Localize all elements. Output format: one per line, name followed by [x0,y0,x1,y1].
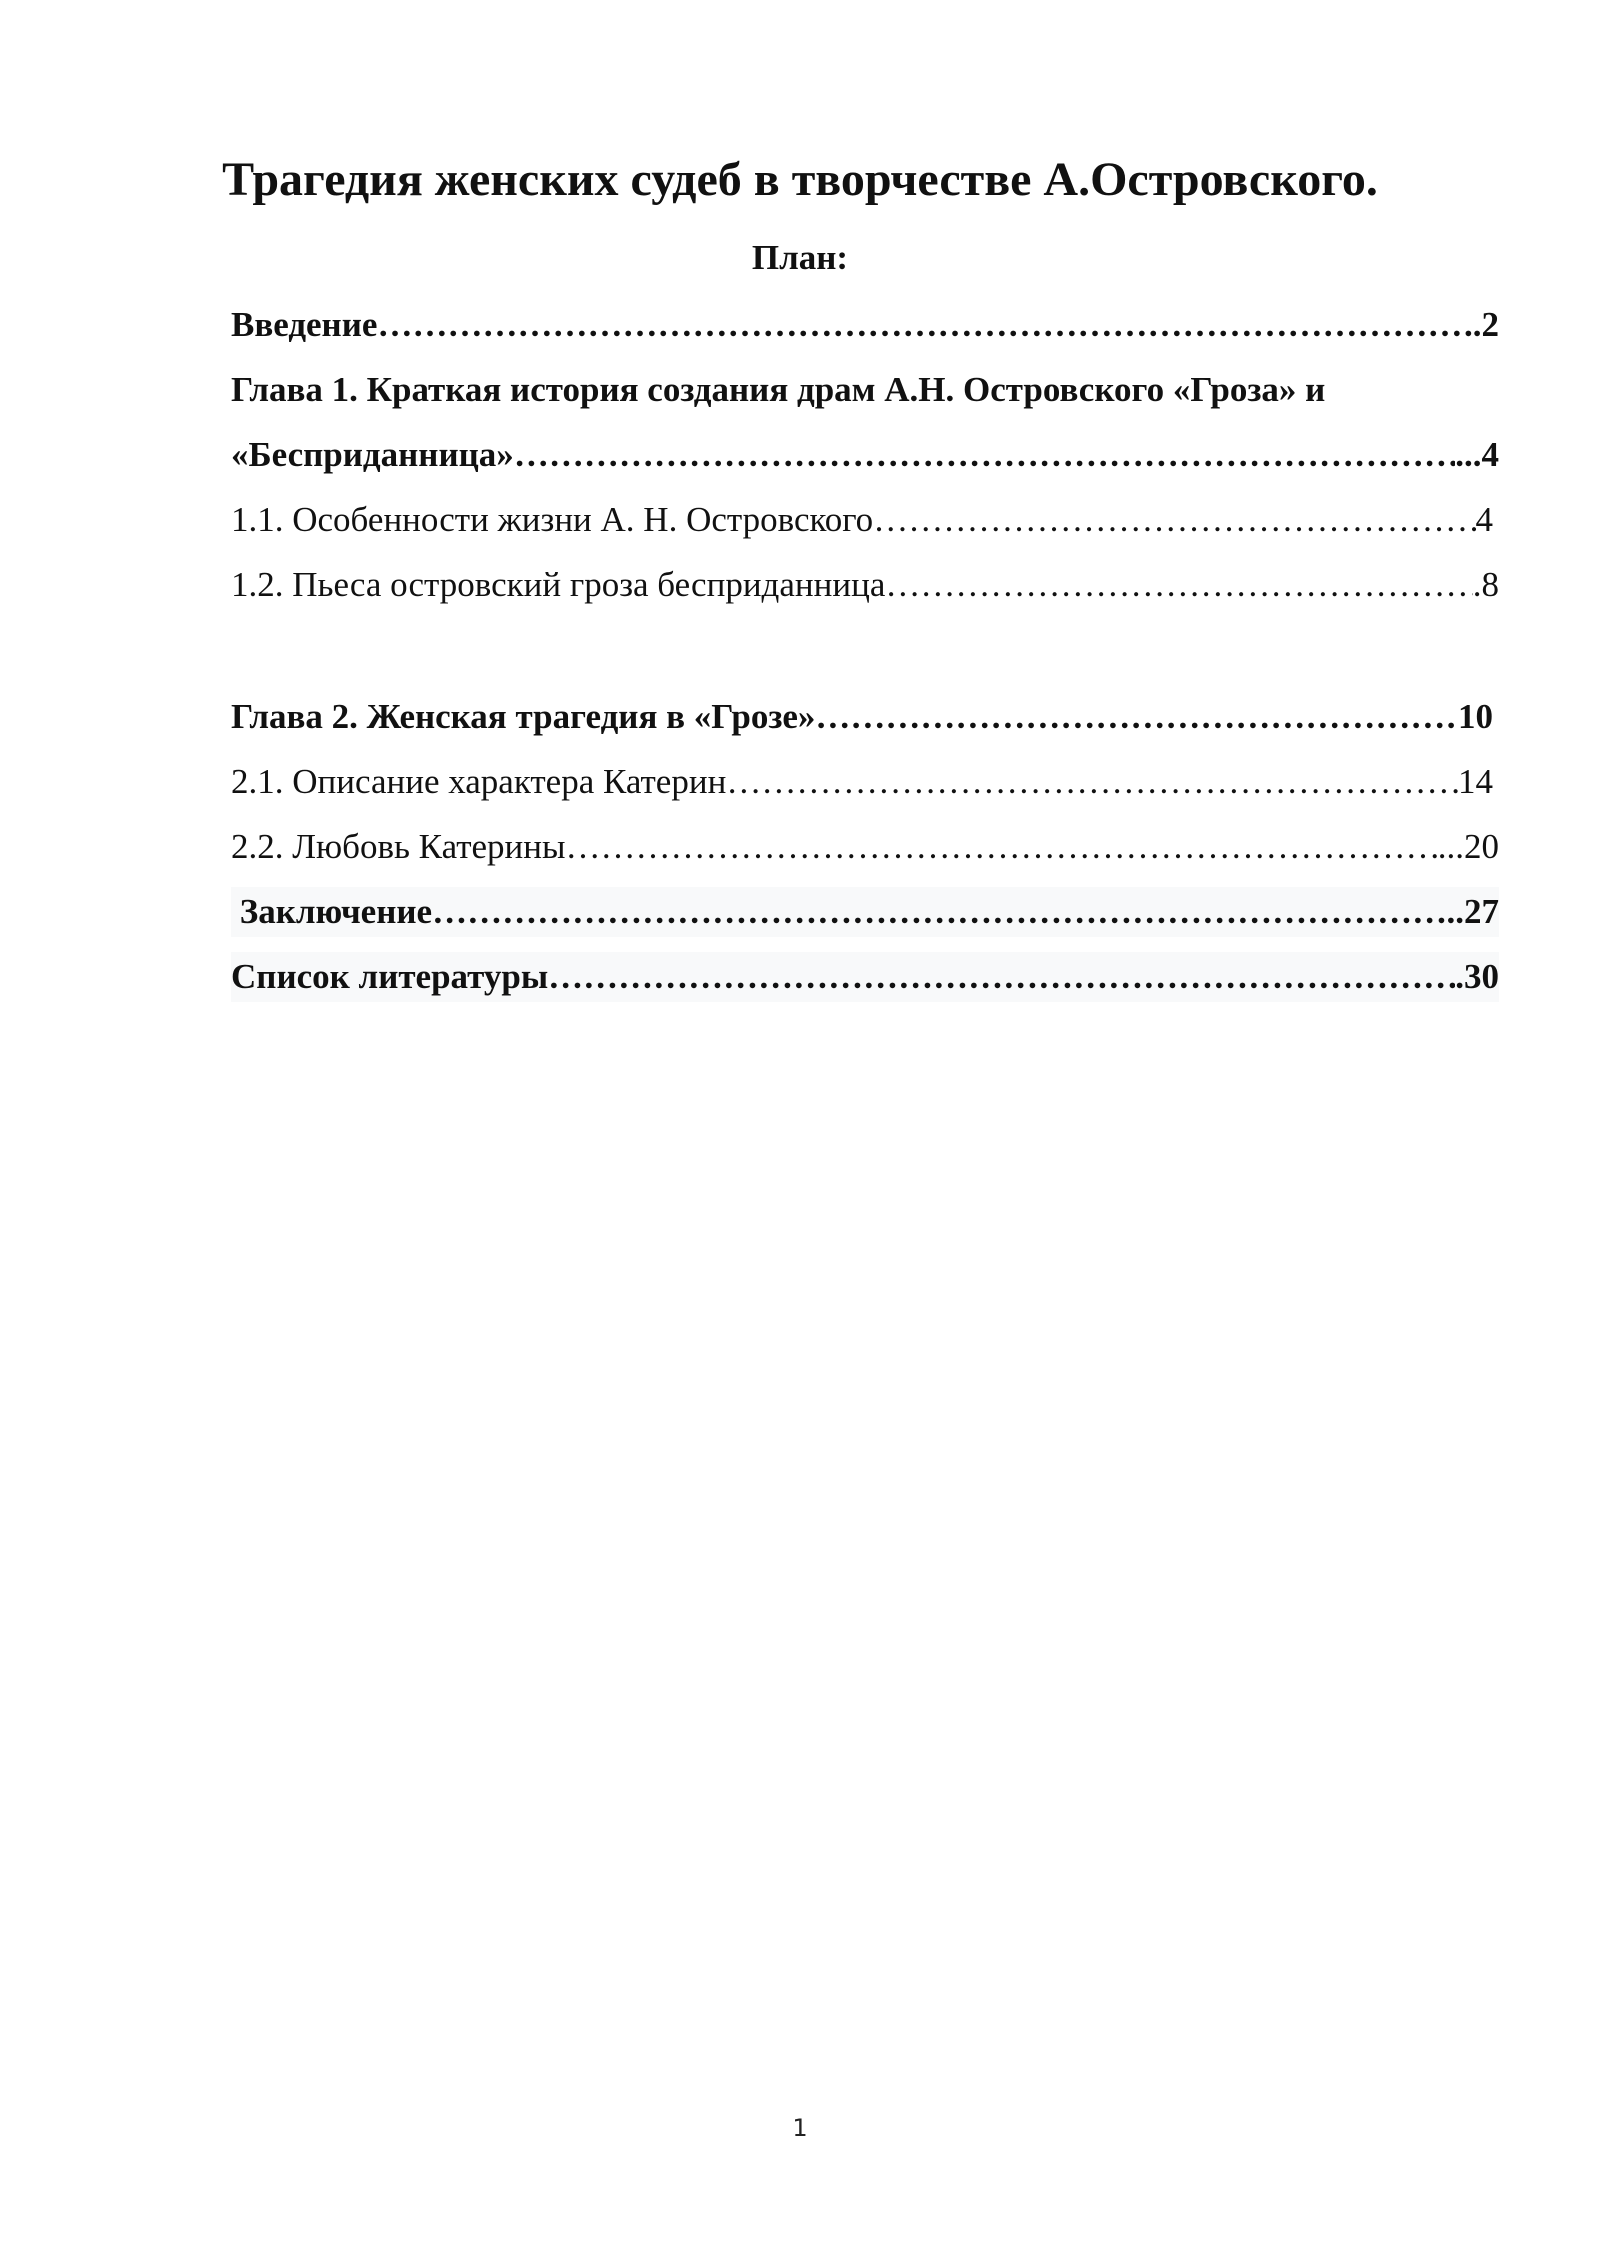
toc-leader-dots [432,887,1446,937]
toc-label: Заключение [231,892,433,931]
toc-leader-dots [514,430,1455,480]
toc-entry-introduction [231,300,1499,350]
toc-leader-dots [815,692,1458,742]
toc-label: Глава 2. Женская трагедия в «Грозе» [231,697,816,736]
toc-label: «Бесприданница» [231,435,514,474]
toc-entry-section-2-2 [231,822,1499,872]
toc-entry-section-2-1 [231,757,1493,807]
toc-leader-dots [873,495,1475,545]
document-title: Трагедия женских судеб в творчестве А.Островского. [222,153,1378,206]
toc-label: 1.1. Особенности жизни А. Н. Островского [231,500,874,539]
toc-label: 1.2. Пьеса островский гроза бесприданница [231,565,886,604]
plan-heading: План: [751,238,849,277]
toc-label: Глава 1. Краткая история создания драм А.Н. Островского «Гроза» и [231,370,1326,409]
toc-leader-dots [566,822,1438,872]
toc-entry-chapter-1-continued [231,430,1499,480]
toc-label: Введение [231,305,378,344]
toc-label: Список литературы [231,957,549,996]
toc-page-number: ..27 [1446,892,1499,931]
toc-entry-section-1-2 [231,560,1499,610]
toc-page-number: ...20 [1437,827,1499,866]
toc-entry-section-1-1 [231,495,1493,545]
toc-page-number: 14 [1458,762,1493,801]
toc-label: 2.1. Описание характера Катерин [231,762,727,801]
toc-page-number: 4 [1475,500,1493,539]
toc-page-number: .30 [1455,957,1499,996]
toc-entry-conclusion [231,887,1499,937]
toc-entry-chapter-2 [231,692,1493,742]
toc-page-number: 10 [1458,697,1493,736]
toc-leader-dots [548,952,1455,1002]
toc-leader-dots [885,560,1472,610]
toc-page-number: ...4 [1455,435,1499,474]
toc-page-number: .8 [1472,565,1499,604]
toc-entry-chapter-1 [231,365,1499,415]
toc-entry-bibliography [231,952,1499,1002]
toc-leader-dots [726,757,1458,807]
toc-page-number: ..2 [1464,305,1499,344]
toc-label: 2.2. Любовь Катерины [231,827,566,866]
toc-leader-dots [377,300,1464,350]
page-number: 1 [792,2114,808,2142]
